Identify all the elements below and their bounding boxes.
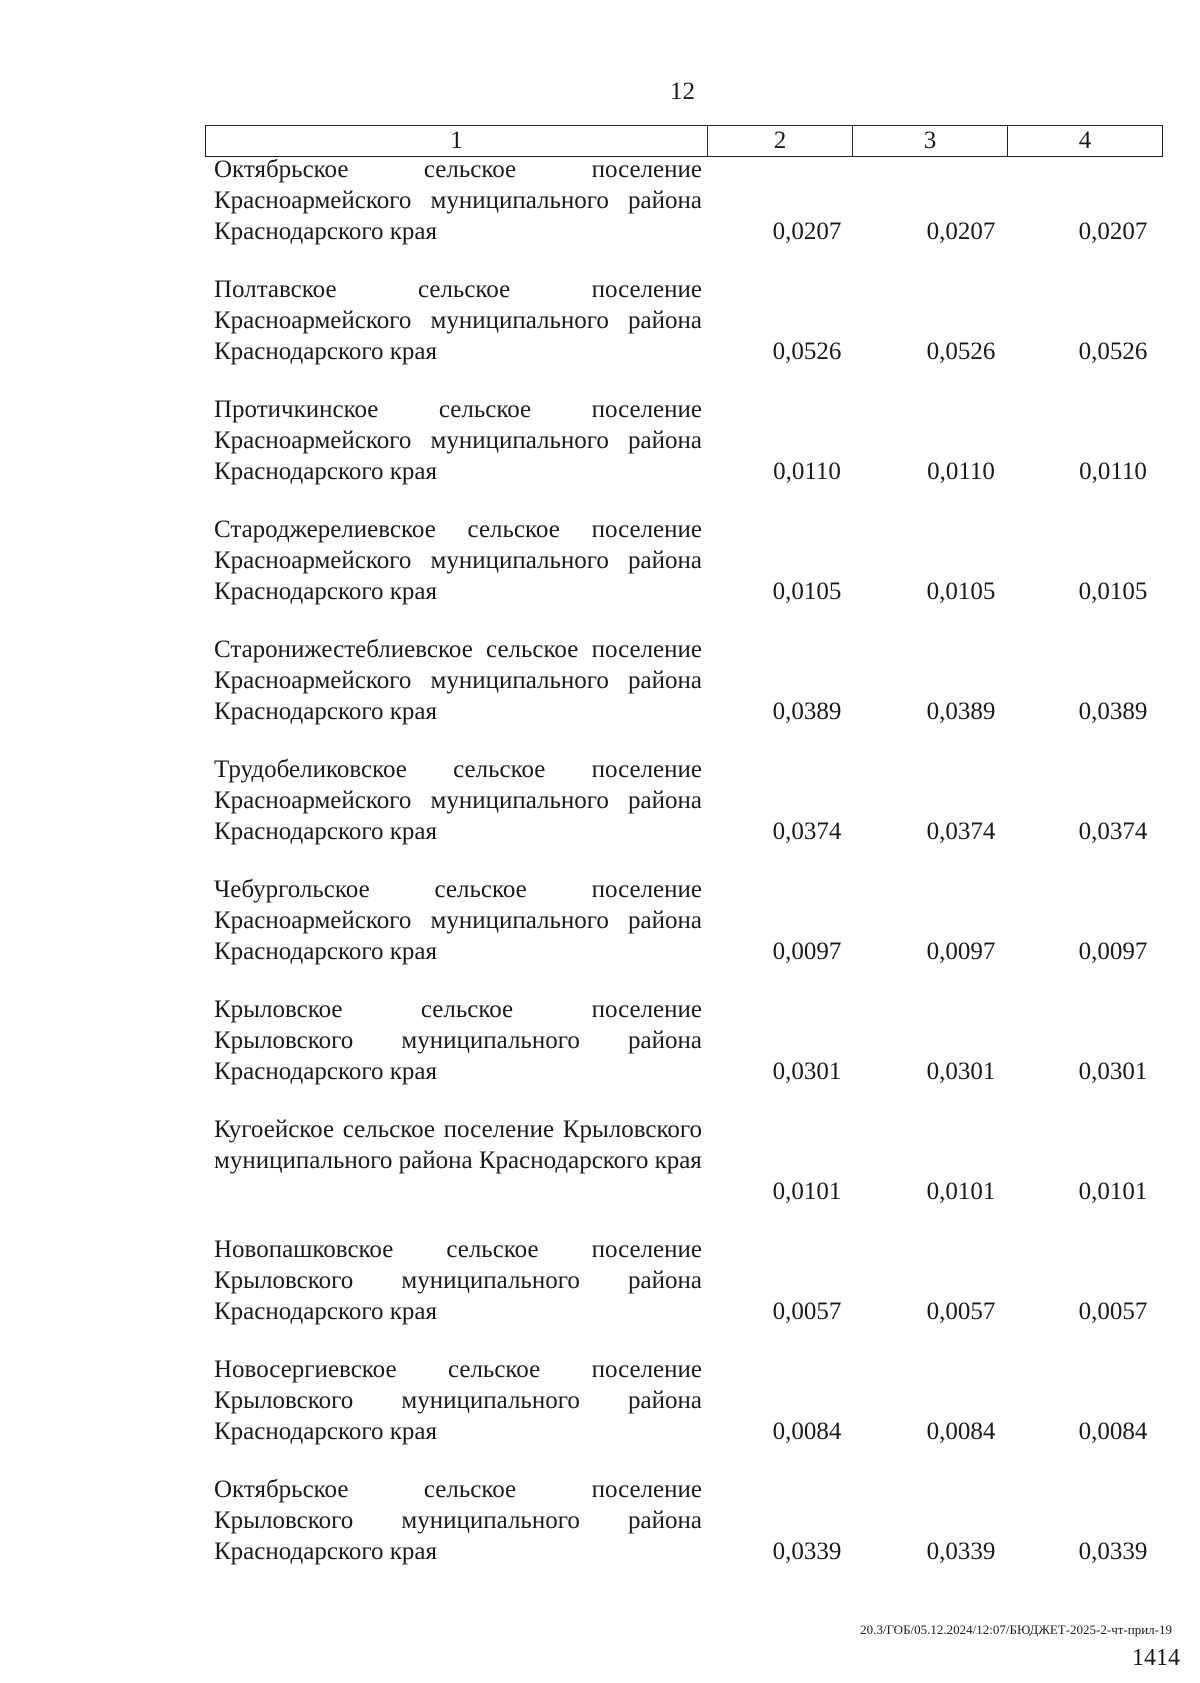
settlement-name: Чебургольское сельское поселение Красноармейского муниципального района Краснодарского края [214, 876, 702, 965]
value-col-4: 0,0207 [1078, 218, 1148, 245]
value-col-4: 0,0057 [1078, 1298, 1148, 1325]
value-col-2: 0,0339 [772, 1538, 842, 1565]
table-row [214, 394, 1166, 514]
value-col-4: 0,0526 [1078, 338, 1148, 365]
value-col-3: 0,0084 [926, 1418, 996, 1445]
value-col-2: 0,0101 [772, 1178, 842, 1205]
value-col-3: 0,0301 [926, 1058, 996, 1085]
value-col-3: 0,0374 [926, 818, 996, 845]
value-col-4: 0,0101 [1078, 1178, 1148, 1205]
table-row [214, 274, 1166, 394]
document-code: 20.3/ГОБ/05.12.2024/12:07/БЮДЖЕТ-2025-2-чт-прил-19 [860, 1622, 1172, 1637]
value-col-2: 0,0097 [772, 938, 842, 965]
value-col-2: 0,0207 [772, 218, 842, 245]
header-col-4: 4 [1078, 127, 1092, 154]
value-col-3: 0,0207 [926, 218, 996, 245]
value-col-2: 0,0057 [772, 1298, 842, 1325]
settlement-name: Крыловское сельское поселение Крыловского муниципального района Краснодарского края [214, 996, 702, 1085]
value-col-3: 0,0105 [926, 578, 996, 605]
settlement-name: Староджерелиевское сельское поселение Красноармейского муниципального района Краснодарского края [214, 516, 702, 605]
value-col-3: 0,0526 [926, 338, 996, 365]
value-col-3: 0,0101 [926, 1178, 996, 1205]
value-col-4: 0,0374 [1078, 818, 1148, 845]
value-col-2: 0,0389 [772, 698, 842, 725]
table-row [214, 1234, 1166, 1354]
value-col-4: 0,0389 [1078, 698, 1148, 725]
value-col-4: 0,0105 [1078, 578, 1148, 605]
value-col-2: 0,0374 [772, 818, 842, 845]
header-col-3: 3 [853, 126, 1008, 156]
table-row [214, 1114, 1166, 1234]
table-row [214, 154, 1166, 274]
settlement-name: Новопашковское сельское поселение Крыловского муниципального района Краснодарского края [214, 1236, 702, 1325]
table-row [214, 514, 1166, 634]
header-col-1: 1 [206, 126, 708, 156]
page-number: 12 [670, 78, 695, 105]
settlement-name: Полтавское сельское поселение Красноармейского муниципального района Краснодарского края [214, 276, 702, 365]
table-header [205, 125, 1163, 157]
table-body [214, 154, 1166, 1594]
table-row [214, 994, 1166, 1114]
value-col-3: 0,0110 [927, 458, 995, 485]
settlement-name: Октябрьское сельское поселение Красноармейского муниципального района Краснодарского края [214, 156, 702, 245]
value-col-2: 0,0110 [773, 458, 841, 485]
header-col-2: 2 [708, 126, 853, 156]
value-col-4: 0,0339 [1078, 1538, 1148, 1565]
value-col-3: 0,0339 [926, 1538, 996, 1565]
settlement-name: Кугоейское сельское поселение Крыловского муниципального района Краснодарского края [214, 1116, 702, 1174]
table-row [214, 1474, 1166, 1594]
settlement-name: Протичкинское сельское поселение Красноармейского муниципального района Краснодарского края [214, 396, 702, 485]
value-col-2: 0,0301 [772, 1058, 842, 1085]
value-col-4: 0,0084 [1078, 1418, 1148, 1445]
value-col-4: 0,0301 [1078, 1058, 1148, 1085]
sheet-number: 1414 [1132, 1645, 1180, 1671]
table-row [214, 1354, 1166, 1474]
value-col-3: 0,0097 [926, 938, 996, 965]
table-row [214, 634, 1166, 754]
table-row [214, 754, 1166, 874]
value-col-2: 0,0526 [772, 338, 842, 365]
value-col-2: 0,0105 [772, 578, 842, 605]
settlement-name: Октябрьское сельское поселение Крыловского муниципального района Краснодарского края [214, 1476, 702, 1565]
settlement-name: Старонижестеблиевское сельское поселение Красноармейского муниципального района Краснодарского края [214, 636, 702, 725]
table-row [214, 874, 1166, 994]
value-col-3: 0,0389 [926, 698, 996, 725]
value-col-2: 0,0084 [772, 1418, 842, 1445]
value-col-3: 0,0057 [926, 1298, 996, 1325]
value-col-4: 0,0097 [1078, 938, 1148, 965]
settlement-name: Трудобеликовское сельское поселение Красноармейского муниципального района Краснодарского края [214, 756, 702, 845]
value-col-4: 0,0110 [1079, 458, 1147, 485]
settlement-name: Новосергиевское сельское поселение Крыловского муниципального района Краснодарского края [214, 1356, 702, 1445]
